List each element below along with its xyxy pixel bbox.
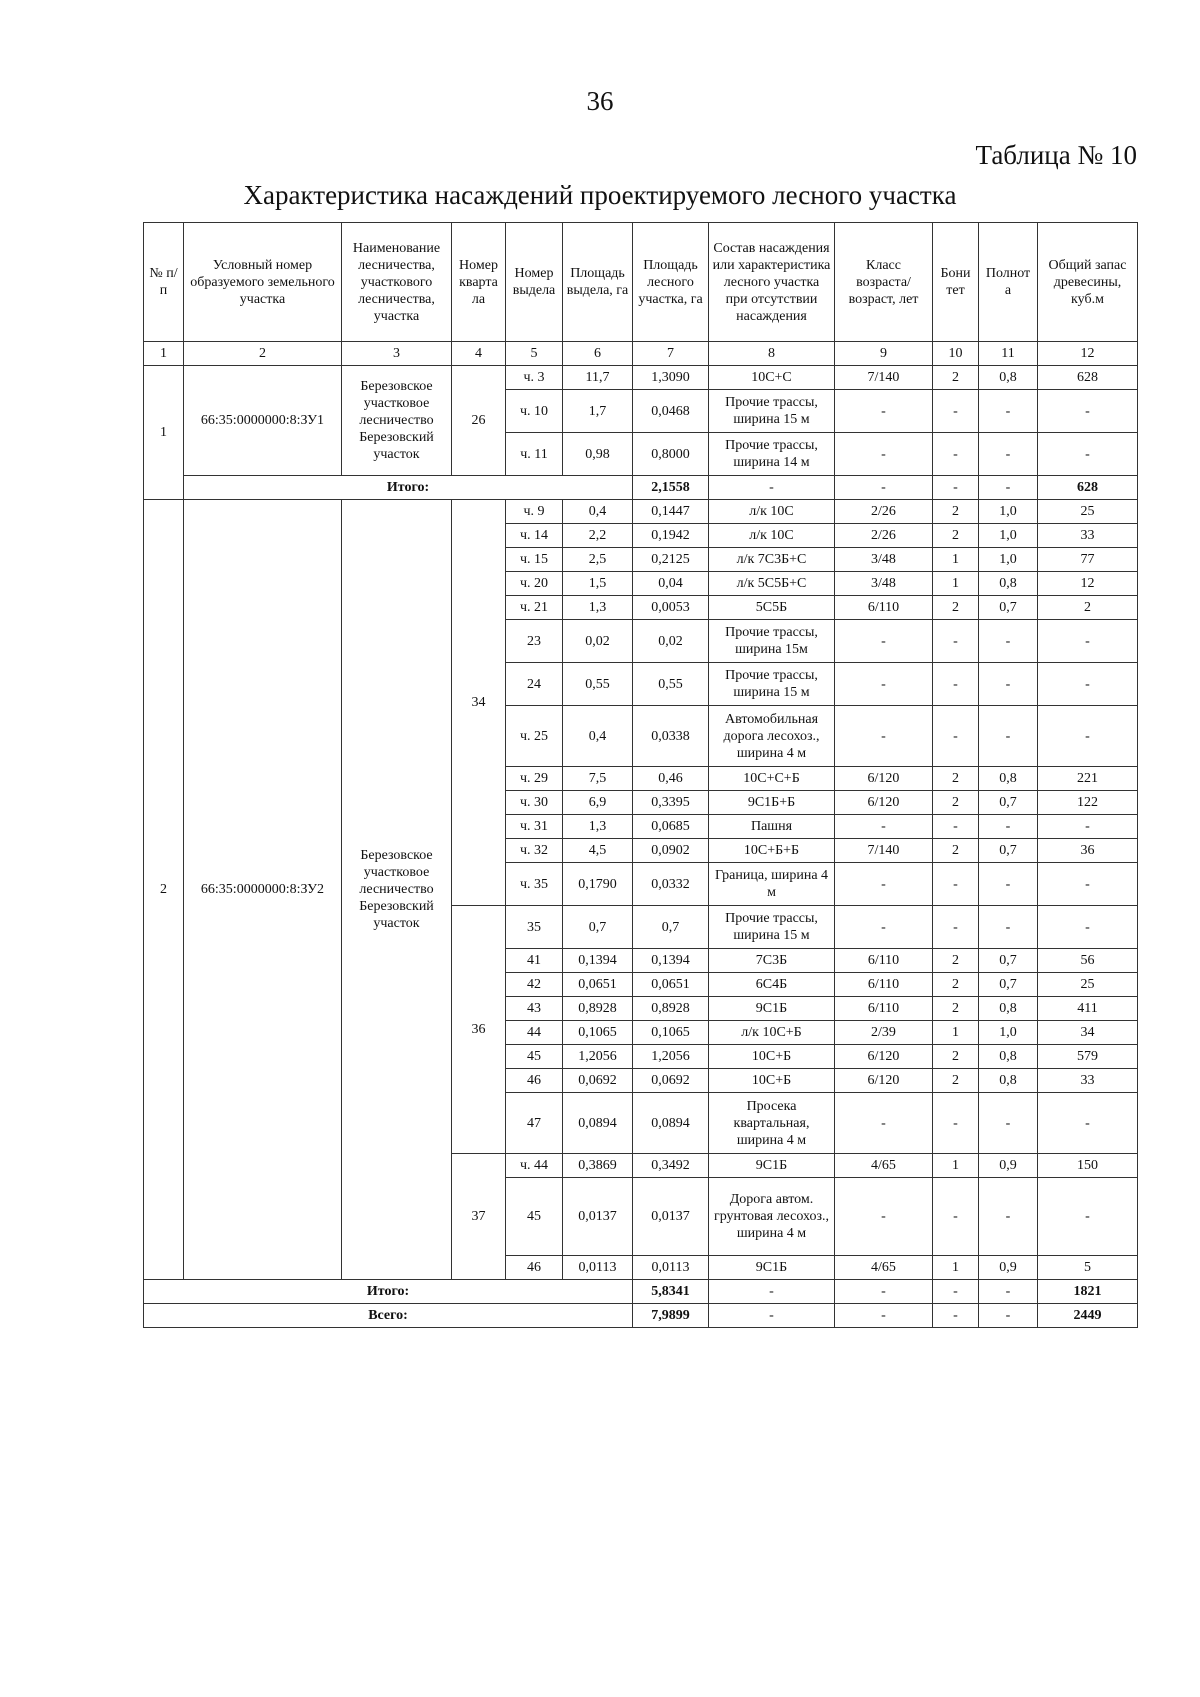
age-class-cell: 6/110 (835, 997, 933, 1021)
plot-area-cell: 1,2056 (633, 1045, 709, 1069)
vydel-area-cell: 0,0137 (563, 1178, 633, 1256)
vydel-cell: 45 (506, 1045, 563, 1069)
vydel-area-cell: 4,5 (563, 839, 633, 863)
forestry-name-cell: Березовское участковое лесничество Березовский участок (342, 366, 452, 476)
age-class-cell: 6/120 (835, 767, 933, 791)
quarter-cell: 37 (452, 1154, 506, 1280)
plot-area-cell: 0,0332 (633, 863, 709, 906)
bonitet-cell: 2 (933, 1045, 979, 1069)
vydel-cell: ч. 3 (506, 366, 563, 390)
header-cell: Состав насаждения или характеристика лесного участка при отсутствии насаждения (709, 223, 835, 342)
age-class-cell: - (835, 663, 933, 706)
vydel-area-cell: 0,0113 (563, 1256, 633, 1280)
bonitet-cell: - (933, 1178, 979, 1256)
bonitet-cell: - (933, 663, 979, 706)
subtotal-density: - (979, 476, 1038, 500)
plot-area-cell: 0,1394 (633, 949, 709, 973)
stock-cell: 77 (1038, 548, 1138, 572)
bonitet-cell: 2 (933, 524, 979, 548)
bonitet-cell: 1 (933, 572, 979, 596)
vydel-area-cell: 1,7 (563, 390, 633, 433)
bonitet-cell: 2 (933, 767, 979, 791)
plot-area-cell: 0,55 (633, 663, 709, 706)
bonitet-cell: 1 (933, 1021, 979, 1045)
plot-area-cell: 0,1065 (633, 1021, 709, 1045)
density-cell: - (979, 433, 1038, 476)
forest-characteristics-table (143, 222, 1138, 1328)
stock-cell: 221 (1038, 767, 1138, 791)
vydel-area-cell: 0,98 (563, 433, 633, 476)
column-number: 7 (633, 342, 709, 366)
bonitet-cell: - (933, 390, 979, 433)
stock-cell: 628 (1038, 366, 1138, 390)
stock-cell: - (1038, 1093, 1138, 1154)
stock-cell: 36 (1038, 839, 1138, 863)
composition-cell: 10С+С (709, 366, 835, 390)
vydel-cell: ч. 9 (506, 500, 563, 524)
vydel-area-cell: 0,4 (563, 706, 633, 767)
stock-cell: 150 (1038, 1154, 1138, 1178)
subtotal-composition: - (709, 1280, 835, 1304)
age-class-cell: 4/65 (835, 1256, 933, 1280)
table-label: Таблица № 10 (975, 140, 1137, 170)
vydel-cell: 35 (506, 906, 563, 949)
subtotal-bonitet: - (933, 476, 979, 500)
stock-cell: 579 (1038, 1045, 1138, 1069)
density-cell: 0,8 (979, 1045, 1038, 1069)
plot-area-cell: 0,0468 (633, 390, 709, 433)
density-cell: 0,8 (979, 366, 1038, 390)
column-number: 10 (933, 342, 979, 366)
composition-cell: 9С1Б+Б (709, 791, 835, 815)
bonitet-cell: - (933, 906, 979, 949)
vydel-cell: 41 (506, 949, 563, 973)
column-number: 9 (835, 342, 933, 366)
grand-total-label: Всего: (144, 1304, 633, 1328)
plot-area-cell: 0,0053 (633, 596, 709, 620)
age-class-cell: 7/140 (835, 366, 933, 390)
bonitet-cell: 2 (933, 500, 979, 524)
plot-area-cell: 0,7 (633, 906, 709, 949)
vydel-area-cell: 11,7 (563, 366, 633, 390)
stock-cell: - (1038, 433, 1138, 476)
density-cell: - (979, 815, 1038, 839)
quarter-cell: 26 (452, 366, 506, 476)
grand-total-age: - (835, 1304, 933, 1328)
age-class-cell: - (835, 1093, 933, 1154)
column-number: 6 (563, 342, 633, 366)
grand-total-plot-area: 7,9899 (633, 1304, 709, 1328)
stock-cell: - (1038, 815, 1138, 839)
density-cell: 0,7 (979, 949, 1038, 973)
age-class-cell: - (835, 906, 933, 949)
column-number: 2 (184, 342, 342, 366)
density-cell: 1,0 (979, 500, 1038, 524)
stock-cell: 34 (1038, 1021, 1138, 1045)
header-cell: Номер кварта ла (452, 223, 506, 342)
bonitet-cell: 1 (933, 548, 979, 572)
vydel-cell: ч. 29 (506, 767, 563, 791)
grand-total-density: - (979, 1304, 1038, 1328)
header-cell: Условный номер образуемого земельного участка (184, 223, 342, 342)
stock-cell: 33 (1038, 1069, 1138, 1093)
age-class-cell: - (835, 1178, 933, 1256)
vydel-area-cell: 0,3869 (563, 1154, 633, 1178)
vydel-cell: ч. 25 (506, 706, 563, 767)
vydel-cell: 45 (506, 1178, 563, 1256)
stock-cell: - (1038, 1178, 1138, 1256)
density-cell: 0,8 (979, 1069, 1038, 1093)
subtotal-row (144, 476, 1138, 500)
vydel-area-cell: 6,9 (563, 791, 633, 815)
density-cell: - (979, 906, 1038, 949)
grand-total-stock: 2449 (1038, 1304, 1138, 1328)
plot-area-cell: 0,0113 (633, 1256, 709, 1280)
vydel-cell: ч. 35 (506, 863, 563, 906)
quarter-cell: 36 (452, 906, 506, 1154)
composition-cell: л/к 10С+Б (709, 1021, 835, 1045)
age-class-cell: - (835, 390, 933, 433)
table-row (144, 366, 1138, 390)
stock-cell: - (1038, 906, 1138, 949)
subtotal-density: - (979, 1280, 1038, 1304)
plot-area-cell: 0,0692 (633, 1069, 709, 1093)
bonitet-cell: 2 (933, 791, 979, 815)
composition-cell: Прочие трассы, ширина 15 м (709, 663, 835, 706)
stock-cell: - (1038, 620, 1138, 663)
vydel-cell: ч. 44 (506, 1154, 563, 1178)
bonitet-cell: 2 (933, 596, 979, 620)
age-class-cell: 7/140 (835, 839, 933, 863)
stock-cell: 411 (1038, 997, 1138, 1021)
density-cell: 0,8 (979, 572, 1038, 596)
subtotal-plot-area: 2,1558 (633, 476, 709, 500)
subtotal-plot-area: 5,8341 (633, 1280, 709, 1304)
plot-area-cell: 0,1942 (633, 524, 709, 548)
vydel-area-cell: 1,3 (563, 815, 633, 839)
composition-cell: 9С1Б (709, 997, 835, 1021)
density-cell: 0,7 (979, 973, 1038, 997)
column-number: 3 (342, 342, 452, 366)
vydel-area-cell: 0,4 (563, 500, 633, 524)
density-cell: - (979, 1093, 1038, 1154)
age-class-cell: 3/48 (835, 548, 933, 572)
vydel-area-cell: 7,5 (563, 767, 633, 791)
quarter-cell: 34 (452, 500, 506, 906)
composition-cell: 10С+Б (709, 1045, 835, 1069)
plot-area-cell: 0,0338 (633, 706, 709, 767)
bonitet-cell: 2 (933, 997, 979, 1021)
grand-total-composition: - (709, 1304, 835, 1328)
header-cell: Бони тет (933, 223, 979, 342)
composition-cell: л/к 7С3Б+С (709, 548, 835, 572)
stock-cell: - (1038, 706, 1138, 767)
bonitet-cell: - (933, 620, 979, 663)
stock-cell: 25 (1038, 500, 1138, 524)
age-class-cell: 6/120 (835, 791, 933, 815)
age-class-cell: 2/26 (835, 524, 933, 548)
composition-cell: Автомобильная дорога лесохоз., ширина 4 м (709, 706, 835, 767)
bonitet-cell: 2 (933, 1069, 979, 1093)
stock-cell: 12 (1038, 572, 1138, 596)
vydel-area-cell: 0,1065 (563, 1021, 633, 1045)
bonitet-cell: 2 (933, 366, 979, 390)
header-cell: Общий запас древесины, куб.м (1038, 223, 1138, 342)
header-cell: Площадь лесного участка, га (633, 223, 709, 342)
density-cell: - (979, 663, 1038, 706)
plot-area-cell: 0,2125 (633, 548, 709, 572)
age-class-cell: 2/26 (835, 500, 933, 524)
plot-area-cell: 0,1447 (633, 500, 709, 524)
vydel-area-cell: 0,7 (563, 906, 633, 949)
plot-area-cell: 0,0651 (633, 973, 709, 997)
bonitet-cell: - (933, 1093, 979, 1154)
column-number-row (144, 342, 1138, 366)
stock-cell: - (1038, 663, 1138, 706)
subtotal-composition: - (709, 476, 835, 500)
age-class-cell: - (835, 706, 933, 767)
composition-cell: 9С1Б (709, 1154, 835, 1178)
vydel-cell: 24 (506, 663, 563, 706)
density-cell: - (979, 620, 1038, 663)
vydel-cell: 23 (506, 620, 563, 663)
subtotal-stock: 1821 (1038, 1280, 1138, 1304)
composition-cell: 6С4Б (709, 973, 835, 997)
stock-cell: 2 (1038, 596, 1138, 620)
plot-area-cell: 0,3492 (633, 1154, 709, 1178)
column-number: 8 (709, 342, 835, 366)
composition-cell: 10С+С+Б (709, 767, 835, 791)
plot-area-cell: 0,0137 (633, 1178, 709, 1256)
column-number: 5 (506, 342, 563, 366)
composition-cell: 5С5Б (709, 596, 835, 620)
composition-cell: 7С3Б (709, 949, 835, 973)
plot-area-cell: 0,46 (633, 767, 709, 791)
density-cell: 0,7 (979, 596, 1038, 620)
vydel-cell: 46 (506, 1069, 563, 1093)
vydel-area-cell: 0,1394 (563, 949, 633, 973)
subtotal-age: - (835, 476, 933, 500)
plot-area-cell: 0,0894 (633, 1093, 709, 1154)
vydel-cell: 47 (506, 1093, 563, 1154)
vydel-cell: ч. 32 (506, 839, 563, 863)
header-cell: Класс возраста/ возраст, лет (835, 223, 933, 342)
composition-cell: Дорога автом. грунтовая лесохоз., ширина 4 м (709, 1178, 835, 1256)
age-class-cell: - (835, 620, 933, 663)
header-cell: Номер выдела (506, 223, 563, 342)
composition-cell: л/к 10С (709, 500, 835, 524)
vydel-area-cell: 2,5 (563, 548, 633, 572)
age-class-cell: 4/65 (835, 1154, 933, 1178)
bonitet-cell: 1 (933, 1154, 979, 1178)
vydel-area-cell: 0,02 (563, 620, 633, 663)
vydel-cell: 43 (506, 997, 563, 1021)
stock-cell: 25 (1038, 973, 1138, 997)
composition-cell: Прочие трассы, ширина 15м (709, 620, 835, 663)
vydel-cell: ч. 21 (506, 596, 563, 620)
age-class-cell: 2/39 (835, 1021, 933, 1045)
row-number-cell: 2 (144, 500, 184, 1280)
vydel-area-cell: 0,0692 (563, 1069, 633, 1093)
stock-cell: 5 (1038, 1256, 1138, 1280)
subtotal-label: Итого: (144, 1280, 633, 1304)
bonitet-cell: 2 (933, 839, 979, 863)
density-cell: 0,7 (979, 839, 1038, 863)
plot-area-cell: 0,02 (633, 620, 709, 663)
page-number: 36 (586, 86, 614, 116)
vydel-area-cell: 0,0651 (563, 973, 633, 997)
vydel-cell: ч. 11 (506, 433, 563, 476)
header-cell: № п/п (144, 223, 184, 342)
age-class-cell: 3/48 (835, 572, 933, 596)
density-cell: - (979, 706, 1038, 767)
plot-area-cell: 0,8928 (633, 997, 709, 1021)
subtotal-stock: 628 (1038, 476, 1138, 500)
header-row (144, 223, 1138, 342)
grand-total-row (144, 1304, 1138, 1328)
bonitet-cell: - (933, 433, 979, 476)
density-cell: 0,8 (979, 767, 1038, 791)
age-class-cell: 6/120 (835, 1069, 933, 1093)
vydel-area-cell: 0,8928 (563, 997, 633, 1021)
grand-total-bonitet: - (933, 1304, 979, 1328)
vydel-area-cell: 2,2 (563, 524, 633, 548)
density-cell: 1,0 (979, 524, 1038, 548)
plot-area-cell: 0,0685 (633, 815, 709, 839)
row-number-cell: 1 (144, 366, 184, 500)
bonitet-cell: 2 (933, 973, 979, 997)
density-cell: - (979, 390, 1038, 433)
column-number: 4 (452, 342, 506, 366)
subtotal-bonitet: - (933, 1280, 979, 1304)
composition-cell: 10С+Б (709, 1069, 835, 1093)
vydel-cell: ч. 15 (506, 548, 563, 572)
composition-cell: 9С1Б (709, 1256, 835, 1280)
vydel-area-cell: 1,2056 (563, 1045, 633, 1069)
subtotal-label: Итого: (184, 476, 633, 500)
plot-area-cell: 0,04 (633, 572, 709, 596)
density-cell: 0,7 (979, 791, 1038, 815)
age-class-cell: - (835, 433, 933, 476)
density-cell: - (979, 863, 1038, 906)
plot-area-cell: 0,0902 (633, 839, 709, 863)
column-number: 11 (979, 342, 1038, 366)
age-class-cell: 6/110 (835, 973, 933, 997)
vydel-cell: 44 (506, 1021, 563, 1045)
column-number: 12 (1038, 342, 1138, 366)
bonitet-cell: - (933, 706, 979, 767)
vydel-area-cell: 0,0894 (563, 1093, 633, 1154)
subtotal-row (144, 1280, 1138, 1304)
density-cell: 1,0 (979, 548, 1038, 572)
vydel-cell: ч. 20 (506, 572, 563, 596)
age-class-cell: - (835, 815, 933, 839)
subtotal-age: - (835, 1280, 933, 1304)
vydel-cell: 46 (506, 1256, 563, 1280)
header-cell: Полнот а (979, 223, 1038, 342)
stock-cell: - (1038, 863, 1138, 906)
vydel-area-cell: 0,55 (563, 663, 633, 706)
vydel-cell: ч. 30 (506, 791, 563, 815)
page-title: Характеристика насаждений проектируемого лесного участка (243, 180, 957, 210)
density-cell: 0,9 (979, 1154, 1038, 1178)
bonitet-cell: - (933, 863, 979, 906)
composition-cell: Прочие трассы, ширина 15 м (709, 906, 835, 949)
stock-cell: - (1038, 390, 1138, 433)
vydel-cell: ч. 10 (506, 390, 563, 433)
density-cell: - (979, 1178, 1038, 1256)
composition-cell: л/к 5С5Б+С (709, 572, 835, 596)
cadastral-number-cell: 66:35:0000000:8:ЗУ2 (184, 500, 342, 1280)
composition-cell: Просека квартальная, ширина 4 м (709, 1093, 835, 1154)
density-cell: 0,8 (979, 997, 1038, 1021)
composition-cell: л/к 10С (709, 524, 835, 548)
composition-cell: Граница, ширина 4 м (709, 863, 835, 906)
vydel-area-cell: 1,5 (563, 572, 633, 596)
plot-area-cell: 0,8000 (633, 433, 709, 476)
composition-cell: Пашня (709, 815, 835, 839)
age-class-cell: 6/110 (835, 949, 933, 973)
vydel-cell: ч. 14 (506, 524, 563, 548)
density-cell: 0,9 (979, 1256, 1038, 1280)
table-row (144, 500, 1138, 524)
vydel-area-cell: 0,1790 (563, 863, 633, 906)
composition-cell: 10С+Б+Б (709, 839, 835, 863)
forestry-name-cell: Березовское участковое лесничество Березовский участок (342, 500, 452, 1280)
density-cell: 1,0 (979, 1021, 1038, 1045)
plot-area-cell: 0,3395 (633, 791, 709, 815)
stock-cell: 33 (1038, 524, 1138, 548)
vydel-cell: 42 (506, 973, 563, 997)
age-class-cell: 6/110 (835, 596, 933, 620)
bonitet-cell: 2 (933, 949, 979, 973)
header-cell: Площадь выдела, га (563, 223, 633, 342)
age-class-cell: - (835, 863, 933, 906)
vydel-cell: ч. 31 (506, 815, 563, 839)
plot-area-cell: 1,3090 (633, 366, 709, 390)
age-class-cell: 6/120 (835, 1045, 933, 1069)
bonitet-cell: 1 (933, 1256, 979, 1280)
composition-cell: Прочие трассы, ширина 14 м (709, 433, 835, 476)
stock-cell: 56 (1038, 949, 1138, 973)
column-number: 1 (144, 342, 184, 366)
bonitet-cell: - (933, 815, 979, 839)
vydel-area-cell: 1,3 (563, 596, 633, 620)
header-cell: Наименование лесничества, участкового лесничества, участка (342, 223, 452, 342)
composition-cell: Прочие трассы, ширина 15 м (709, 390, 835, 433)
stock-cell: 122 (1038, 791, 1138, 815)
cadastral-number-cell: 66:35:0000000:8:ЗУ1 (184, 366, 342, 476)
